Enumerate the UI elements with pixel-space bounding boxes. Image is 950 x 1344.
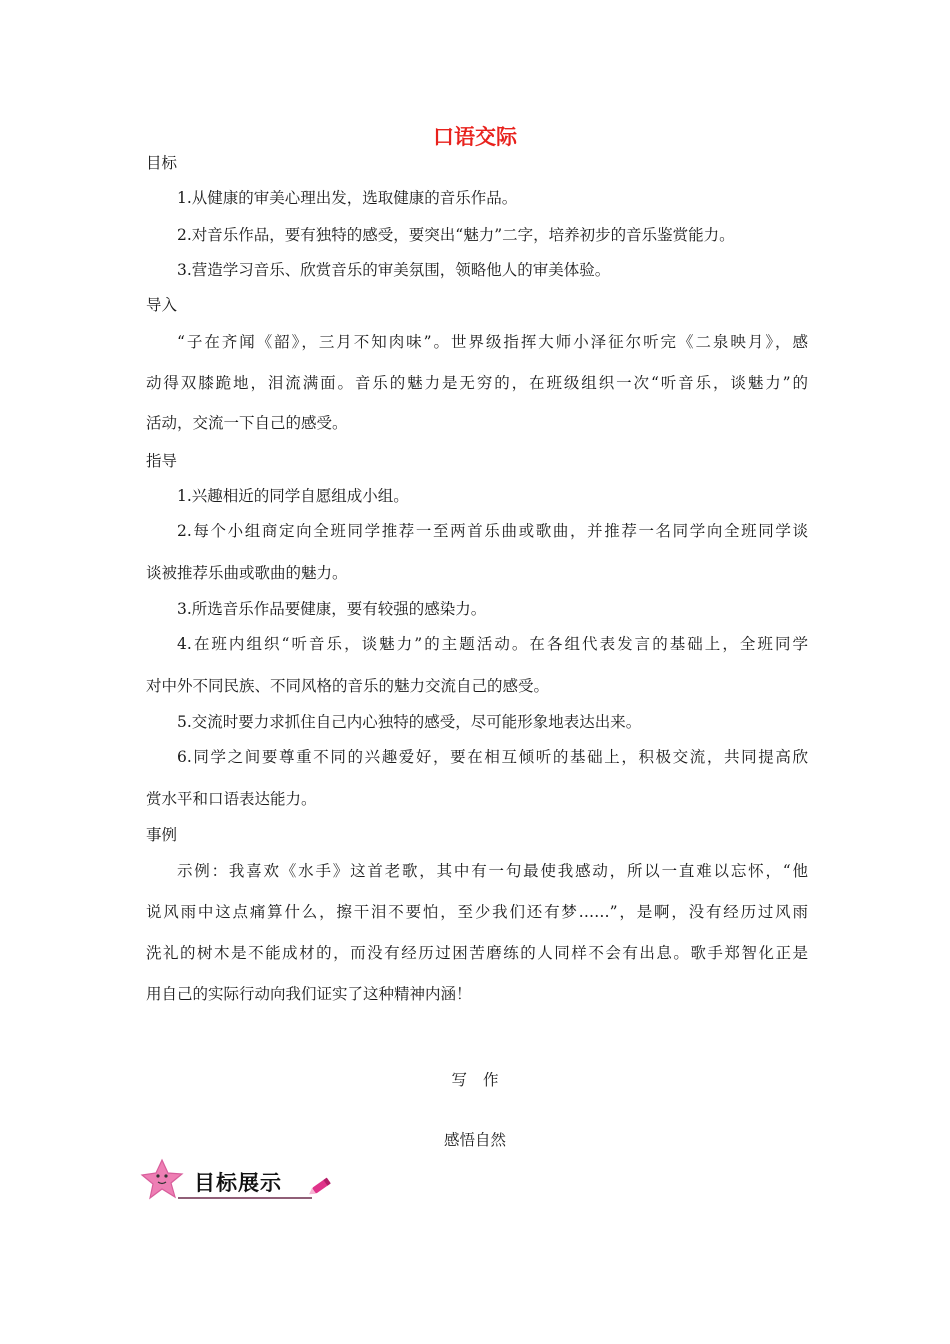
banner-label: 目标展示 — [194, 1171, 282, 1195]
guide-line: 4.在班内组织“听音乐，谈魅力”的主题活动。在各组代表发言的基础上，全班同学 — [177, 635, 808, 653]
guide-line: 2.每个小组商定向全班同学推荐一至两首乐曲或歌曲，并推荐一名同学向全班同学谈 — [177, 522, 808, 540]
guide-line: 谈被推荐乐曲或歌曲的魅力。 — [146, 564, 348, 582]
guide-line: 对中外不同民族、不同风格的音乐的魅力交流自己的感受。 — [146, 677, 550, 695]
guide-line: 6.同学之间要尊重不同的兴趣爱好，要在相互倾听的基础上，积极交流，共同提高欣 — [177, 748, 808, 766]
example-line: 洗礼的树木是不能成材的，而没有经历过困苦磨练的人同样不会有出息。歌手郑智化正是 — [146, 944, 808, 962]
goal-item: 2.对音乐作品，要有独特的感受，要突出“魅力”二字，培养初步的音乐鉴赏能力。 — [177, 226, 735, 244]
intro-line: 动得双膝跪地，泪流满面。音乐的魅力是无穷的，在班级组织一次“听音乐，谈魅力”的 — [146, 374, 808, 392]
guide-line: 5.交流时要力求抓住自己内心独特的感受，尽可能形象地表达出来。 — [177, 713, 642, 731]
example-line: 示例：我喜欢《水手》这首老歌，其中有一句最使我感动，所以一直难以忘怀，“他 — [177, 862, 808, 880]
example-line: 说风雨中这点痛算什么，擦干泪不要怕，至少我们还有梦……”，是啊，没有经历过风雨 — [146, 903, 808, 921]
section-heading-example: 事例 — [146, 826, 178, 844]
writing-subheading: 感悟自然 — [443, 1131, 506, 1149]
guide-line: 1.兴趣相近的同学自愿组成小组。 — [177, 487, 409, 505]
goal-display-banner — [140, 1158, 336, 1206]
guide-line: 3.所选音乐作品要健康，要有较强的感染力。 — [177, 600, 487, 618]
guide-line: 赏水平和口语表达能力。 — [146, 790, 317, 808]
star-mascot-icon — [142, 1160, 182, 1198]
section-heading-intro: 导入 — [146, 296, 178, 314]
section-heading-goal: 目标 — [146, 154, 178, 172]
section-heading-guide: 指导 — [146, 452, 178, 470]
goal-item: 1.从健康的审美心理出发，选取健康的音乐作品。 — [177, 189, 518, 207]
intro-line: 活动，交流一下自己的感受。 — [146, 414, 348, 432]
goal-item: 3.营造学习音乐、欣赏音乐的审美氛围，领略他人的审美体验。 — [177, 261, 611, 279]
document-title: 口语交际 — [433, 125, 517, 149]
example-line: 用自己的实际行动向我们证实了这种精神内涵！ — [146, 985, 472, 1003]
pen-icon — [307, 1178, 331, 1197]
intro-line: “子在齐闻《韶》，三月不知肉味”。世界级指挥大师小泽征尔听完《二泉映月》，感 — [177, 333, 808, 351]
writing-heading: 写作 — [451, 1071, 515, 1089]
